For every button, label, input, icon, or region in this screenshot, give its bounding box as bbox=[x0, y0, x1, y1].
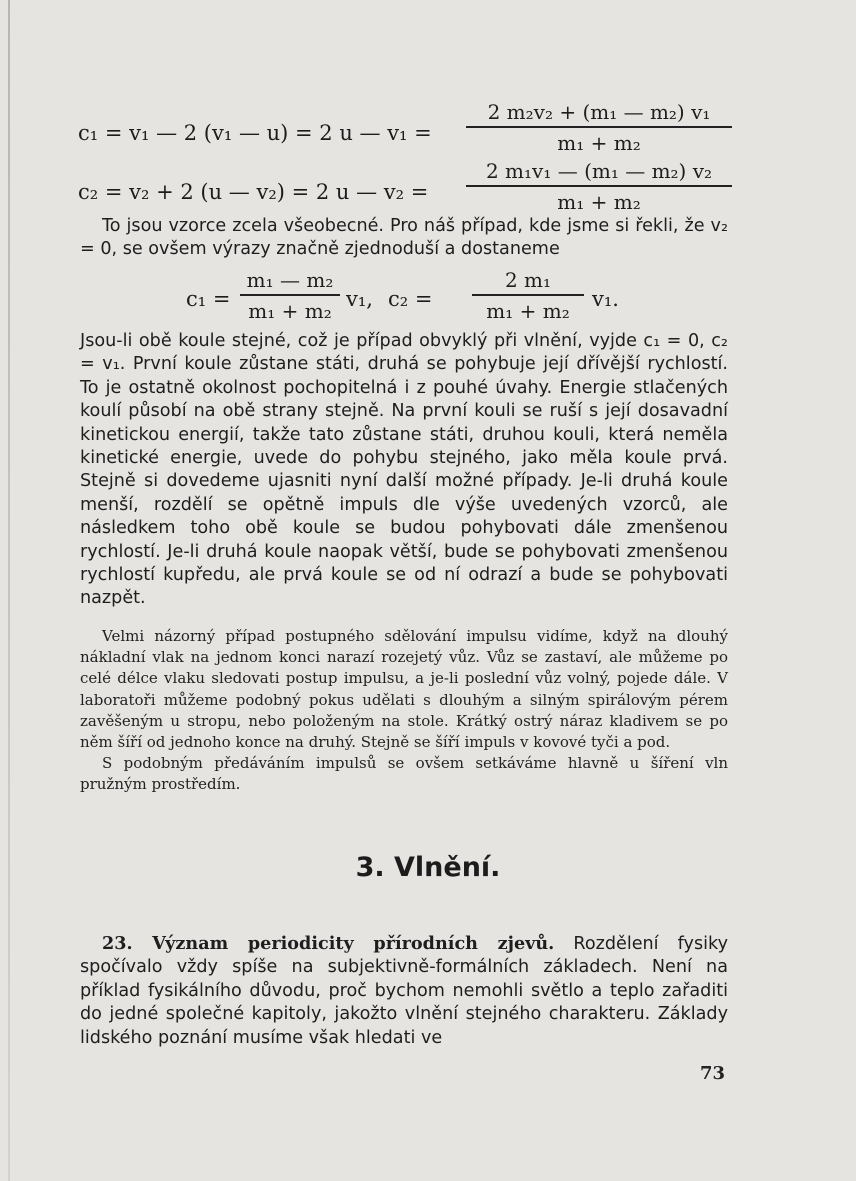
paragraph-general-formulas-text: To jsou vzorce zcela všeobecné. Pro náš případ, kde jsme si řekli, že v₂ = 0, se ovšem výrazy značně zjednoduší a dostaneme bbox=[80, 216, 728, 260]
small-print-block bbox=[80, 626, 728, 796]
equation-c2-simple-lhs: c₂ = bbox=[388, 287, 433, 311]
page-edge-shadow bbox=[8, 0, 10, 1181]
equation-c1-simple-lhs: c₁ = bbox=[186, 287, 231, 311]
equation-c1-simple-fraction bbox=[240, 268, 340, 323]
section-23 bbox=[80, 932, 728, 1050]
equation-c1-simple-tail: v₁, bbox=[346, 287, 373, 311]
chapter-number: 3. bbox=[355, 852, 385, 883]
section-23-heading: 23. Význam periodicity přírodních zjevů. bbox=[102, 933, 555, 954]
equation-c2-lhs: c₂ = v₂ + 2 (u — v₂) = 2 u — v₂ = bbox=[78, 180, 429, 204]
equation-c1-numerator: 2 m₂v₂ + (m₁ — m₂) v₁ bbox=[466, 100, 732, 128]
small-print-wave-medium: S podobným předáváním impulsů se ovšem setkáváme hlavně u šíření vln pružným prostředím. bbox=[80, 754, 728, 794]
equation-c1-simple-denominator: m₁ + m₂ bbox=[248, 299, 332, 323]
equation-c2-simple-denominator: m₁ + m₂ bbox=[486, 299, 570, 323]
paragraph-equal-balls bbox=[80, 330, 728, 611]
small-print-train-example: Velmi názorný případ postupného sdělování impulsu vidíme, když na dlouhý nákladní vlak na jednom konci narazí rozejetý vůz. Vůz se zastaví, ale můžeme po celé délce vlaku sledovati postup impulsu, a je-li poslední vůz volný, pojede dále. V laboratoři můžeme podobný pokus udělati s dlouhým a silným spirálovým pérem zavěšeným u stropu, nebo položeným na stole. Krátký ostrý náraz kladivem se po něm šíří od jednoho konce na druhý. Stejně se šíří impuls v kovové tyči a pod. bbox=[80, 627, 728, 752]
paragraph-general-formulas bbox=[80, 215, 728, 262]
page-number: 73 bbox=[700, 1063, 726, 1084]
equation-c2-fraction bbox=[466, 159, 732, 214]
equation-c2-numerator: 2 m₁v₁ — (m₁ — m₂) v₂ bbox=[466, 159, 732, 187]
equation-c1-simple-numerator: m₁ — m₂ bbox=[240, 268, 340, 296]
equation-c2-simple-fraction bbox=[472, 268, 584, 323]
equation-c2-simple-numerator: 2 m₁ bbox=[472, 268, 584, 296]
equation-c2-simple-tail: v₁. bbox=[592, 287, 619, 311]
equation-c1-lhs: c₁ = v₁ — 2 (v₁ — u) = 2 u — v₁ = bbox=[78, 121, 432, 145]
paragraph-equal-balls-text: Jsou-li obě koule stejné, což je případ obvyklý při vlnění, vyjde c₁ = 0, c₂ = v₁. První koule zůstane státi, druhá se pohybuje její dřívější rychlostí. To je ostatně okolnost pochopitelná i z pouhé úvahy. Energie stlačených koulí působí na obě strany stejně. Na první kouli se ruší s její dosavadní kinetickou energií, takže tato zůstane státi, druhou kouli, která neměla kinetické energie, uvede do pohybu stejného, jako měla koule prvá. Stejně si dovedeme ujasniti nyní další možné případy. Je-li druhá koule menší, rozdělí se opětně impuls dle výše uvedených vzorců, ale následkem toho obě koule se budou pohybovati dále zmenšenou rychlostí. Je-li druhá koule naopak větší, bude se pohybovati zmenšenou rychlostí kupředu, ale prvá koule se od ní odrazí a bude se pohybovati nazpět. bbox=[80, 331, 728, 609]
equation-c2-denominator: m₁ + m₂ bbox=[557, 190, 641, 214]
chapter-heading bbox=[0, 852, 856, 883]
chapter-title: Vlnění. bbox=[394, 852, 501, 883]
section-23-body: Rozdělení fysiky spočívalo vždy spíše na subjektivně-formálních základech. Není na příklad fysikálního důvodu, proč bychom nemohli světlo a teplo zařaditi do jedné společné kapitoly, jakožto vlnění stejného charakteru. Základy lidského poznání musíme však hledati ve bbox=[80, 934, 728, 1048]
equation-c1-fraction bbox=[466, 100, 732, 155]
equation-c1-denominator: m₁ + m₂ bbox=[557, 131, 641, 155]
